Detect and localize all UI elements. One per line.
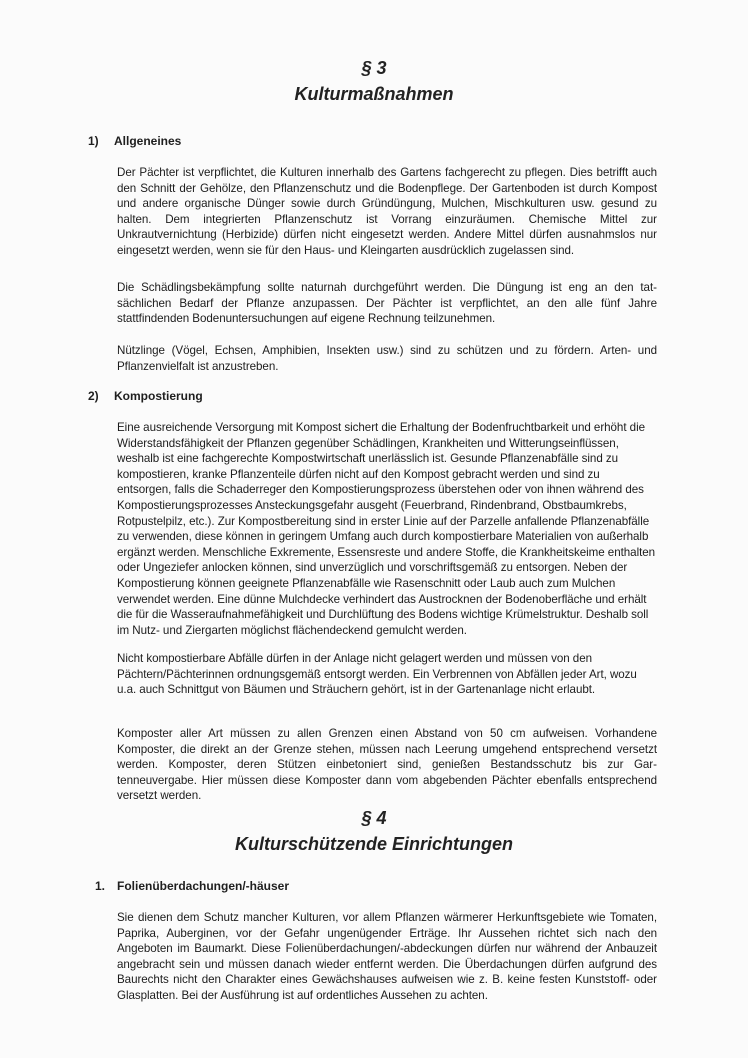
paragraph: Die Schädlingsbekämpfung sollte naturnah durchgeführt werden. Die Düngung ist eng an den tatsächlichen Bedarf der Pflanze anzupassen. Der Pächter ist verpflichtet, an den alle fünf Jahre stattfindenden Bodenuntersuchungen auf eigene Rechnung teilzunehmen. [117, 281, 657, 326]
subsection-title: Folienüberdachungen/-häuser [117, 879, 290, 893]
paragraph: Der Pächter ist verpflichtet, die Kulturen innerhalb des Gartens fachgerecht zu pflegen. Dies betrifft auch den Schnitt der Gehölze, den Pflanzenschutz und die Bodenpflege. Der Gartenboden ist durch Kompost und andere organische Dünger sowie durch Gründüngung, Mulchen, Mischkulturen usw. gesund zu halten. Dem integrierten Pflanzenschutz ist Vorrang einzuräumen. Chemische Mittel zur Unkrautvernichtung (Herbizide) dürfen nicht eingesetzt werden. Andere Mittel dürfen ausnahmslos nur eingesetzt werden, wenn sie für den Haus- und Kleingarten ausdrücklich zugelassen sind. [117, 166, 657, 257]
paragraph: Komposter aller Art müssen zu allen Grenzen einen Abstand von 50 cm aufweisen. Vorhandene Komposter, die direkt an der Grenze stehen, müssen nach Leerung umgehend entsprechend versetzt werden. Komposter, deren Stützen einbetoniert sind, genießen Bestandsschutz bis zur Gartenneuvergabe. Hier müssen diese Komposter dann vom abgebenden Pächter ebenfalls entsprechend versetzt werden. [117, 727, 657, 803]
subsection-label: 2) [88, 389, 99, 403]
paragraph: Nützlinge (Vögel, Echsen, Amphibien, Insekten usw.) sind zu schützen und zu fördern. Arten- und Pflanzenvielfalt ist anzustreben. [117, 344, 657, 373]
paragraph: Nicht kompostierbare Abfälle dürfen in der Anlage nicht gelagert werden und müssen von den Pächtern/Pächterinnen ordnungsgemäß entsorgt werden. Ein Verbrennen von Abfällen jeder Art, wozu u.a. auch Schnittgut von Bäumen und Sträuchern gehört, ist in der Gartenanlage nicht erlaubt. [117, 652, 637, 697]
subsection-heading [88, 134, 181, 148]
subsection-title: Kompostierung [114, 389, 203, 403]
paragraph: Eine ausreichende Versorgung mit Kompost sichert die Erhaltung der Bodenfruchtbarkeit und erhöht die Widerstandsfähigkeit der Pflanzen gegenüber Schädlingen, Krankheiten und Witterungseinflüssen, weshalb ist eine fachgerechte Kompostwirtschaft unerlässlich ist. Gesunde Pflanzenabfälle sind zu kompostieren, kranke Pflanzenteile dürfen nicht auf den Kompost gebracht werden und sind zu entsorgen, falls die Schaderreger den Kompostierungsprozess überstehen oder von ihnen während des Kompostierungsprozesses Ansteckungsgefahr ausgeht (Feuerbrand, Rindenbrand, Obstbaumkrebs, Rotpustelpilz, etc.). Zur Kompostbereitung sind in erster Linie auf der Parzelle anfallende Pflanzenabfälle zu verwenden, diese können in geringem Umfang auch durch kompostierbare Materialien von außerhalb ergänzt werden. Menschliche Exkremente, Essensreste und andere Stoffe, die Krankheitskeime enthalten oder Ungeziefer anlocken können, sind unverzüglich und vorschriftsgemäß zu entsorgen. Neben der Kompostierung können geeignete Pflanzenabfälle wie Rasenschnitt oder Laub auch zum Mulchen verwendet werden. Eine dünne Mulchdecke verhindert das Austrocknen der Bodenoberfläche und erhält die für die Wasseraufnahmefähigkeit und Durchlüftung des Bodens wichtige Krümelstruktur. Deshalb soll im Nutz- und Ziergarten möglichst flächendeckend gemulcht werden. [117, 421, 656, 637]
subsection-heading [95, 879, 289, 893]
subsection-label: 1) [88, 134, 99, 148]
subsection-label: 1. [95, 879, 106, 893]
section-title: Kulturschützende Einrichtungen [234, 834, 513, 854]
section-number: § 4 [361, 808, 387, 828]
subsection-title: Allgeneines [114, 134, 182, 148]
subsection-heading [88, 389, 203, 403]
section-title: Kulturmaßnahmen [294, 84, 454, 104]
paragraph: Sie dienen dem Schutz mancher Kulturen, vor allem Pflanzen wärmerer Herkunftsgebiete wie Tomaten, Paprika, Auberginen, vor der Gefahr ungenügender Erträge. Ihr Aussehen richtet sich nach den Angeboten im Baumarkt. Diese Folienüberdachungen/-abdeckungen dürfen nur während der Anbauzeit angebracht sein und müssen danach wieder entfernt werden. Die Überdachungen dürfen aufgrund des Baurechts nicht den Charakter eines Gewächshauses aufweisen wie z. B. keine festen Kunststoff- oder Glasplatten. Bei der Ausführung ist auf ordentliches Aussehen zu achten. [117, 911, 657, 1002]
section-number: § 3 [361, 58, 387, 78]
